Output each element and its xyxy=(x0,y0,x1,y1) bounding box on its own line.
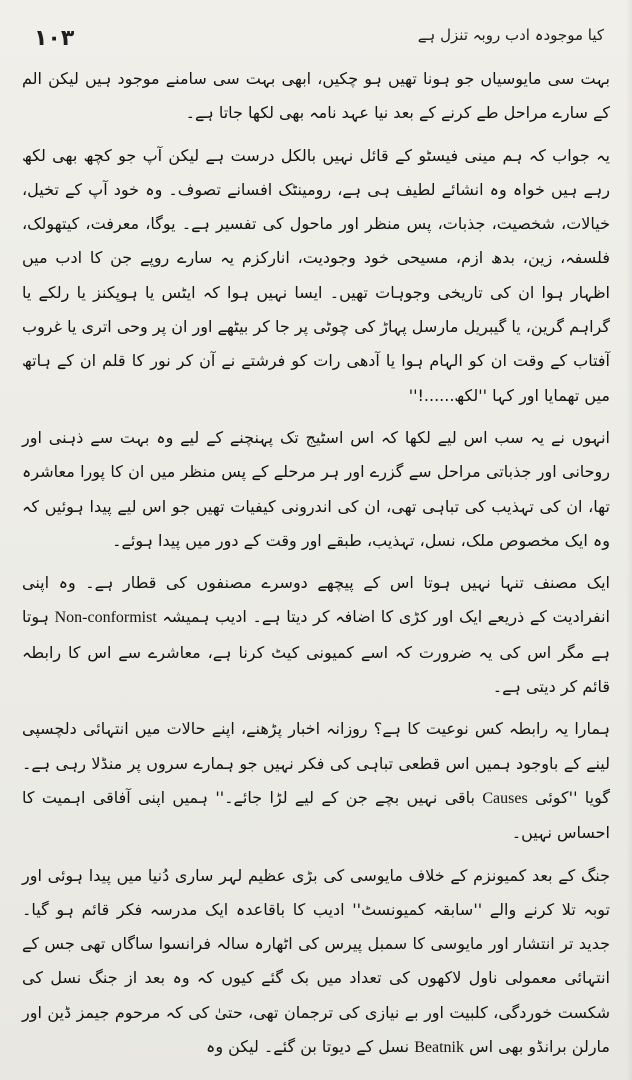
paragraph-5-text: ہمارا یہ رابطہ کس نوعیت کا ہے؟ روزانہ اخبار پڑھنے، اپنے حالات میں انتہائی دلچسپی لینے کے باوجود ہمیں اس قطعی تباہی کی فکر نہیں جو ہمارے سروں پر منڈلا رہی ہے۔ گویا ''کوئی xyxy=(22,719,611,807)
paragraph-6-text: جنگ کے بعد کمیونزم کے خلاف مایوسی کی بڑی عظیم لہر ساری دُنیا میں پیدا ہوئی اور توبہ تلا کرنے والے ''سابقہ کمیونسٹ'' ادیب کا باقاعدہ ایک مدرسہ فکر قائم ہو گیا۔ جدید تر انتشار اور مایوسی کا سمبل پیرس کی اٹھارہ سالہ فرانسوا ساگاں تھی جس کے انتہائی معمولی ناول لاکھوں کی تعداد میں بک گئے کیوں کہ وہ بعد از جنگ نسل کی شکست خوردگی، کلبیت اور بے نیازی کی ترجمان تھی، حتیٰ کی کہ مرحوم جیمز ڈین اور مارلن برانڈو بھی اس xyxy=(22,865,610,1057)
page-header xyxy=(20,22,610,62)
body-text xyxy=(22,62,610,1073)
page-number: ۱۰۳ xyxy=(34,26,75,51)
running-head: کیا موجودہ ادب روبہ تنزل ہے xyxy=(417,26,604,44)
paragraph-2 xyxy=(22,139,610,413)
paragraph-5 xyxy=(22,712,610,850)
paragraph-1 xyxy=(22,62,610,131)
paragraph-2-text: یہ جواب کہ ہم مینی فیسٹو کے قائل نہیں بالکل درست ہے لیکن آپ جو کچھ بھی لکھ رہے ہیں خواہ وہ انشائے لطیف ہی ہے، رومینٹک افسانے تصوف۔ وہ خود آپ کے تخیل، خیالات، شخصیت، جذبات، پس منظر اور ماحول کی تفسیر ہے۔ یوگا، معرفت، کیتھولک، فلسفہ، زین، بدھ ازم، مسیحی خود وجودیت، انارکزم یہ سارے روپے جن کا ادب میں اظہار ہوا ان کی تاریخی وجوہات تھیں۔ ایسا نہیں ہوا کہ ایٹس یا ہوپکنز یا رلکے یا گراہم گرین، یا گیبریل مارسل پہاڑ کی چوٹی پر جا کر بیٹھے اور ان پر وحی اتری یا غروب آفتاب کے وقت ان کو الہام ہوا یا آدھی رات کو فرشتے نے آن کر نور کا قلم ان کے ہاتھ میں تھمایا اور کہا ''لکھ......!'' xyxy=(22,145,610,405)
paragraph-3 xyxy=(22,421,610,558)
paragraph-1-text: بہت سی مایوسیاں جو ہونا تھیں ہو چکیں، ابھی بہت سی سامنے موجود ہیں لیکن الم کے سارے مراحل طے کرنے کے بعد نیا عہد نامہ بھی لکھا جاتا ہے۔ xyxy=(22,69,610,123)
latin-word-causes: Causes xyxy=(482,789,528,807)
paragraph-6-continued: نسل کے دیوتا بن گئے۔ لیکن وہ xyxy=(205,1037,410,1057)
latin-word-beatnik: Beatnik xyxy=(414,1039,464,1057)
paragraph-6 xyxy=(22,859,610,1066)
latin-word-non-conformist: Non-conformist xyxy=(54,609,157,627)
page-edge-shadow xyxy=(626,0,632,1080)
paragraph-3-text: انہوں نے یہ سب اس لیے لکھا کہ اس اسٹیج تک پہنچنے کے لیے وہ بہت سے ذہنی اور روحانی اور جذباتی مراحل سے گزرے اور ہر مرحلے کے پس منظر میں ان کا پورا معاشرہ تھا، ان کی تہذیب کی تباہی تھی، ان کی اندرونی کیفیات تھیں جو اس لیے پیدا ہوئیں کہ وہ ایک مخصوص ملک، نسل، تہذیب، طبقے اور وقت کے دور میں پیدا ہوئے۔ xyxy=(22,427,610,550)
paragraph-4-text: ایک مصنف تنہا نہیں ہوتا اس کے پیچھے دوسرے مصنفوں کی قطار ہے۔ وہ اپنی انفرادیت کے ذریعے ایک اور کڑی کا اضافہ کر دیتا ہے۔ ادیب ہمیشہ xyxy=(22,573,610,627)
paragraph-4 xyxy=(22,566,610,704)
paragraph-5-continued: باقی نہیں بچے جن کے لیے لڑا جائے۔'' ہمیں اپنی آفاقی اہمیت کا احساس نہیں۔ xyxy=(22,787,610,843)
paragraph-4-continued: ہوتا ہے مگر اس کی یہ ضرورت کہ اسے کمیونی کیٹ کرنا ہے، معاشرے سے اس کا رابطہ قائم کر دیتی ہے۔ xyxy=(22,607,610,697)
